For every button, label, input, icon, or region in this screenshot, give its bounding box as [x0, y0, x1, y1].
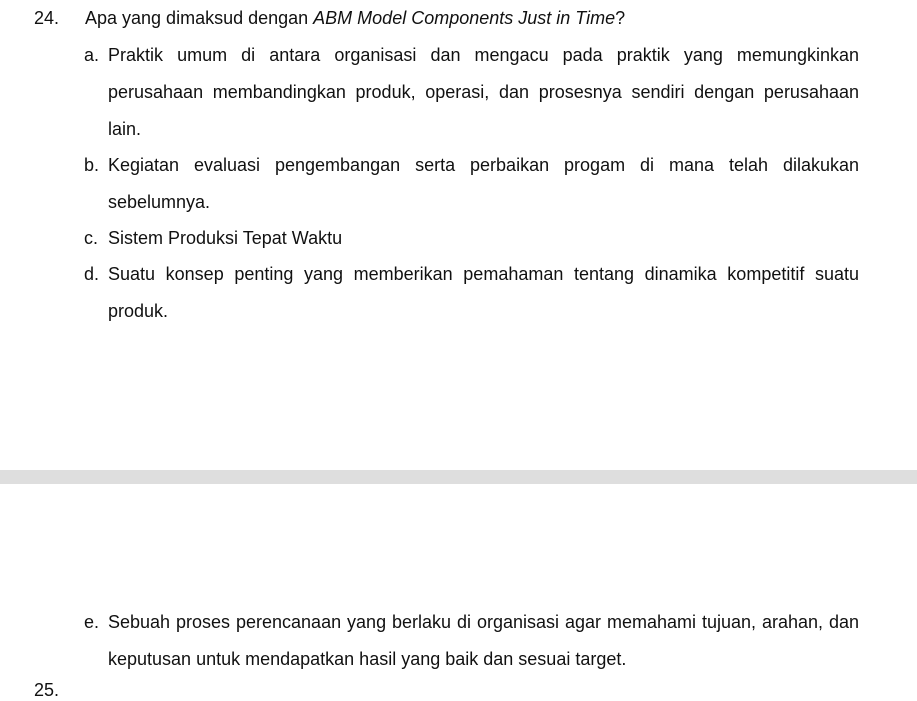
next-question-number: 25. [34, 680, 60, 700]
option-text: Kegiatan evaluasi pengembangan serta perbaikan progam di mana telah dilakukan sebelumnya. [108, 155, 859, 212]
option-letter: e. [84, 612, 100, 632]
option-c [84, 220, 859, 257]
option-d [84, 256, 859, 330]
option-letter: b. [84, 155, 100, 175]
question-text-after: ? [615, 8, 626, 28]
question-number: 24. [34, 8, 60, 28]
option-text: Sebuah proses perencanaan yang berlaku di organisasi agar memahami tujuan, arahan, dan keputusan untuk mendapatkan hasil yang baik dan sesuai target. [108, 612, 859, 669]
option-text: Praktik umum di antara organisasi dan mengacu pada praktik yang memungkinkan perusahaan membandingkan produk, operasi, dan prosesnya sendiri dengan perusahaan lain. [108, 45, 859, 139]
option-letter: c. [84, 228, 99, 248]
option-text: Suatu konsep penting yang memberikan pemahaman tentang dinamika kompetitif suatu produk. [108, 264, 859, 321]
option-a [84, 37, 859, 148]
next-question-cutoff [34, 679, 59, 701]
option-letter: d. [84, 264, 100, 284]
option-b [84, 147, 859, 221]
page-separator [0, 470, 917, 484]
question-text-before: Apa yang dimaksud dengan [85, 8, 314, 28]
option-text: Sistem Produksi Tepat Waktu [108, 228, 343, 248]
option-e [84, 604, 859, 678]
question-24 [34, 7, 625, 29]
question-text-emphasis: ABM Model Components Just in Time [313, 8, 616, 28]
option-letter: a. [84, 45, 100, 65]
